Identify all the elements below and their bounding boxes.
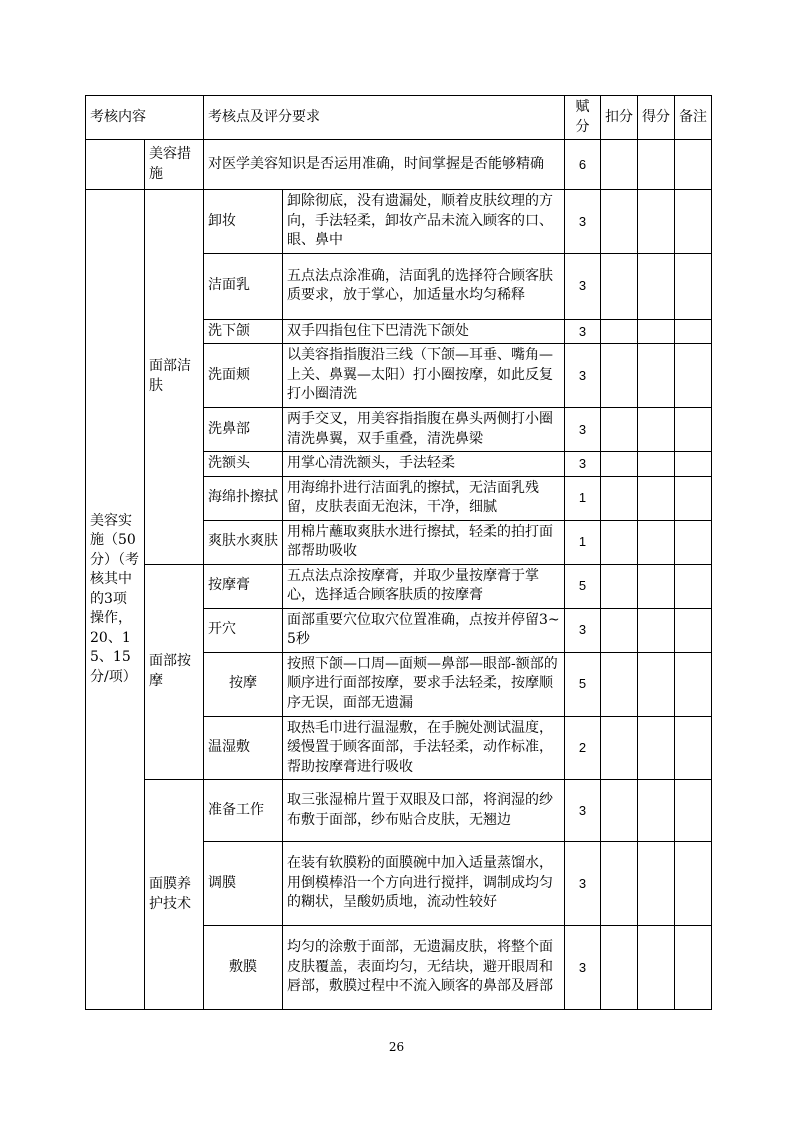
section-label: 美容实施（50分）（考核其中的3项操作，20、15、15分/项） [86,190,145,1010]
table-row [86,564,712,608]
item-requirement: 双手四指包住下巴清洗下颌处 [283,319,565,344]
item-name: 调膜 [204,842,283,926]
remark-cell [675,926,712,1010]
item-requirement: 两手交叉，用美容指指腹在鼻头两侧打小圈清洗鼻翼，双手重叠，清洗鼻梁 [283,408,565,452]
remark-cell [675,452,712,477]
score-cell [638,608,675,652]
item-points: 1 [565,520,601,564]
item-points: 3 [565,344,601,408]
group-label-massage: 面部按摩 [145,564,204,780]
score-cell [638,190,675,254]
score-cell [638,716,675,780]
remark-cell [675,319,712,344]
score-cell [638,780,675,842]
remark-cell [675,190,712,254]
item-name: 按摩 [204,652,283,716]
item-requirement: 五点法点涂按摩膏，并取少量按摩膏于掌心，选择适合顾客肤质的按摩膏 [283,564,565,608]
deduct-cell [601,140,638,190]
score-cell [638,253,675,319]
item-requirement: 取热毛巾进行温湿敷，在手腕处测试温度，缓慢置于顾客面部，手法轻柔，动作标准，帮助按摩膏进行吸收 [283,716,565,780]
score-cell [638,926,675,1010]
score-cell [638,344,675,408]
deduct-cell [601,564,638,608]
item-points: 3 [565,452,601,477]
item-name: 洗额头 [204,452,283,477]
item-name: 温湿敷 [204,716,283,780]
score-cell [638,842,675,926]
item-requirement: 卸除彻底，没有遗漏处，顺着皮肤纹理的方向，手法轻柔，卸妆产品未流入顾客的口、眼、鼻中 [283,190,565,254]
header-points: 赋分 [565,96,601,140]
item-points: 3 [565,842,601,926]
item-requirement: 在装有软膜粉的面膜碗中加入适量蒸馏水，用倒模棒沿一个方向进行搅拌，调制成均匀的糊状，呈酸奶质地，流动性较好 [283,842,565,926]
header-content: 考核内容 [86,96,204,140]
score-cell [638,452,675,477]
deduct-cell [601,408,638,452]
item-requirement: 面部重要穴位取穴位置准确，点按并停留3~5秒 [283,608,565,652]
header-deduct: 扣分 [601,96,638,140]
deduct-cell [601,452,638,477]
remark-cell [675,780,712,842]
remark-cell [675,608,712,652]
remark-cell [675,842,712,926]
item-points: 3 [565,408,601,452]
item-points: 5 [565,564,601,608]
measures-label: 美容措施 [145,140,204,190]
remark-cell [675,652,712,716]
score-cell [638,319,675,344]
item-points: 1 [565,476,601,520]
header-requirements: 考核点及评分要求 [204,96,565,140]
deduct-cell [601,780,638,842]
blank-cell [86,140,145,190]
score-cell [638,408,675,452]
item-requirement: 用海绵扑进行洁面乳的擦拭，无洁面乳残留，皮肤表面无泡沫，干净，细腻 [283,476,565,520]
item-requirement: 五点法点涂准确，洁面乳的选择符合顾客肤质要求，放于掌心，加适量水均匀稀释 [283,253,565,319]
item-name: 爽肤水爽肤 [204,520,283,564]
table-row [86,780,712,842]
item-points: 3 [565,780,601,842]
score-cell [638,652,675,716]
deduct-cell [601,190,638,254]
item-points: 3 [565,608,601,652]
item-requirement: 均匀的涂敷于面部，无遗漏皮肤，将整个面皮肤覆盖，表面均匀，无结块，避开眼周和唇部，敷膜过程中不流入顾客的鼻部及唇部 [283,926,565,1010]
remark-cell [675,520,712,564]
deduct-cell [601,608,638,652]
item-requirement: 用棉片蘸取爽肤水进行擦拭，轻柔的拍打面部帮助吸收 [283,520,565,564]
header-row [86,96,712,140]
deduct-cell [601,253,638,319]
table-row [86,190,712,254]
remark-cell [675,408,712,452]
remark-cell [675,344,712,408]
score-cell [638,564,675,608]
remark-cell [675,564,712,608]
deduct-cell [601,842,638,926]
measures-requirement: 对医学美容知识是否运用准确，时间掌握是否能够精确 [204,140,565,190]
item-name: 敷膜 [204,926,283,1010]
score-cell [638,520,675,564]
header-remark: 备注 [675,96,712,140]
item-name: 洁面乳 [204,253,283,319]
item-name: 准备工作 [204,780,283,842]
item-name: 洗鼻部 [204,408,283,452]
item-name: 卸妆 [204,190,283,254]
deduct-cell [601,520,638,564]
item-name: 海绵扑擦拭 [204,476,283,520]
item-points: 3 [565,926,601,1010]
item-requirement: 按照下颌—口周—面颊—鼻部—眼部-额部的顺序进行面部按摩，要求手法轻柔，按摩顺序无误，面部无遗漏 [283,652,565,716]
item-requirement: 用掌心清洗额头，手法轻柔 [283,452,565,477]
page-number: 26 [388,1040,405,1054]
evaluation-table [85,95,712,1010]
item-name: 洗面颊 [204,344,283,408]
deduct-cell [601,476,638,520]
remark-cell [675,253,712,319]
measures-row [86,140,712,190]
item-points: 3 [565,190,601,254]
item-name: 开穴 [204,608,283,652]
deduct-cell [601,319,638,344]
score-cell [638,476,675,520]
remark-cell [675,476,712,520]
item-requirement: 以美容指指腹沿三线（下颌—耳垂、嘴角—上关、鼻翼—太阳）打小圈按摩，如此反复打小圈清洗 [283,344,565,408]
remark-cell [675,140,712,190]
item-requirement: 取三张湿棉片置于双眼及口部，将润湿的纱布敷于面部，纱布贴合皮肤，无翘边 [283,780,565,842]
deduct-cell [601,716,638,780]
item-points: 5 [565,652,601,716]
item-points: 3 [565,253,601,319]
header-score: 得分 [638,96,675,140]
item-points: 3 [565,319,601,344]
deduct-cell [601,652,638,716]
item-name: 洗下颌 [204,319,283,344]
item-points: 2 [565,716,601,780]
item-name: 按摩膏 [204,564,283,608]
measures-points: 6 [565,140,601,190]
group-label-cleansing: 面部洁肤 [145,190,204,565]
score-cell [638,140,675,190]
group-label-mask: 面膜养护技术 [145,780,204,1010]
deduct-cell [601,344,638,408]
remark-cell [675,716,712,780]
deduct-cell [601,926,638,1010]
